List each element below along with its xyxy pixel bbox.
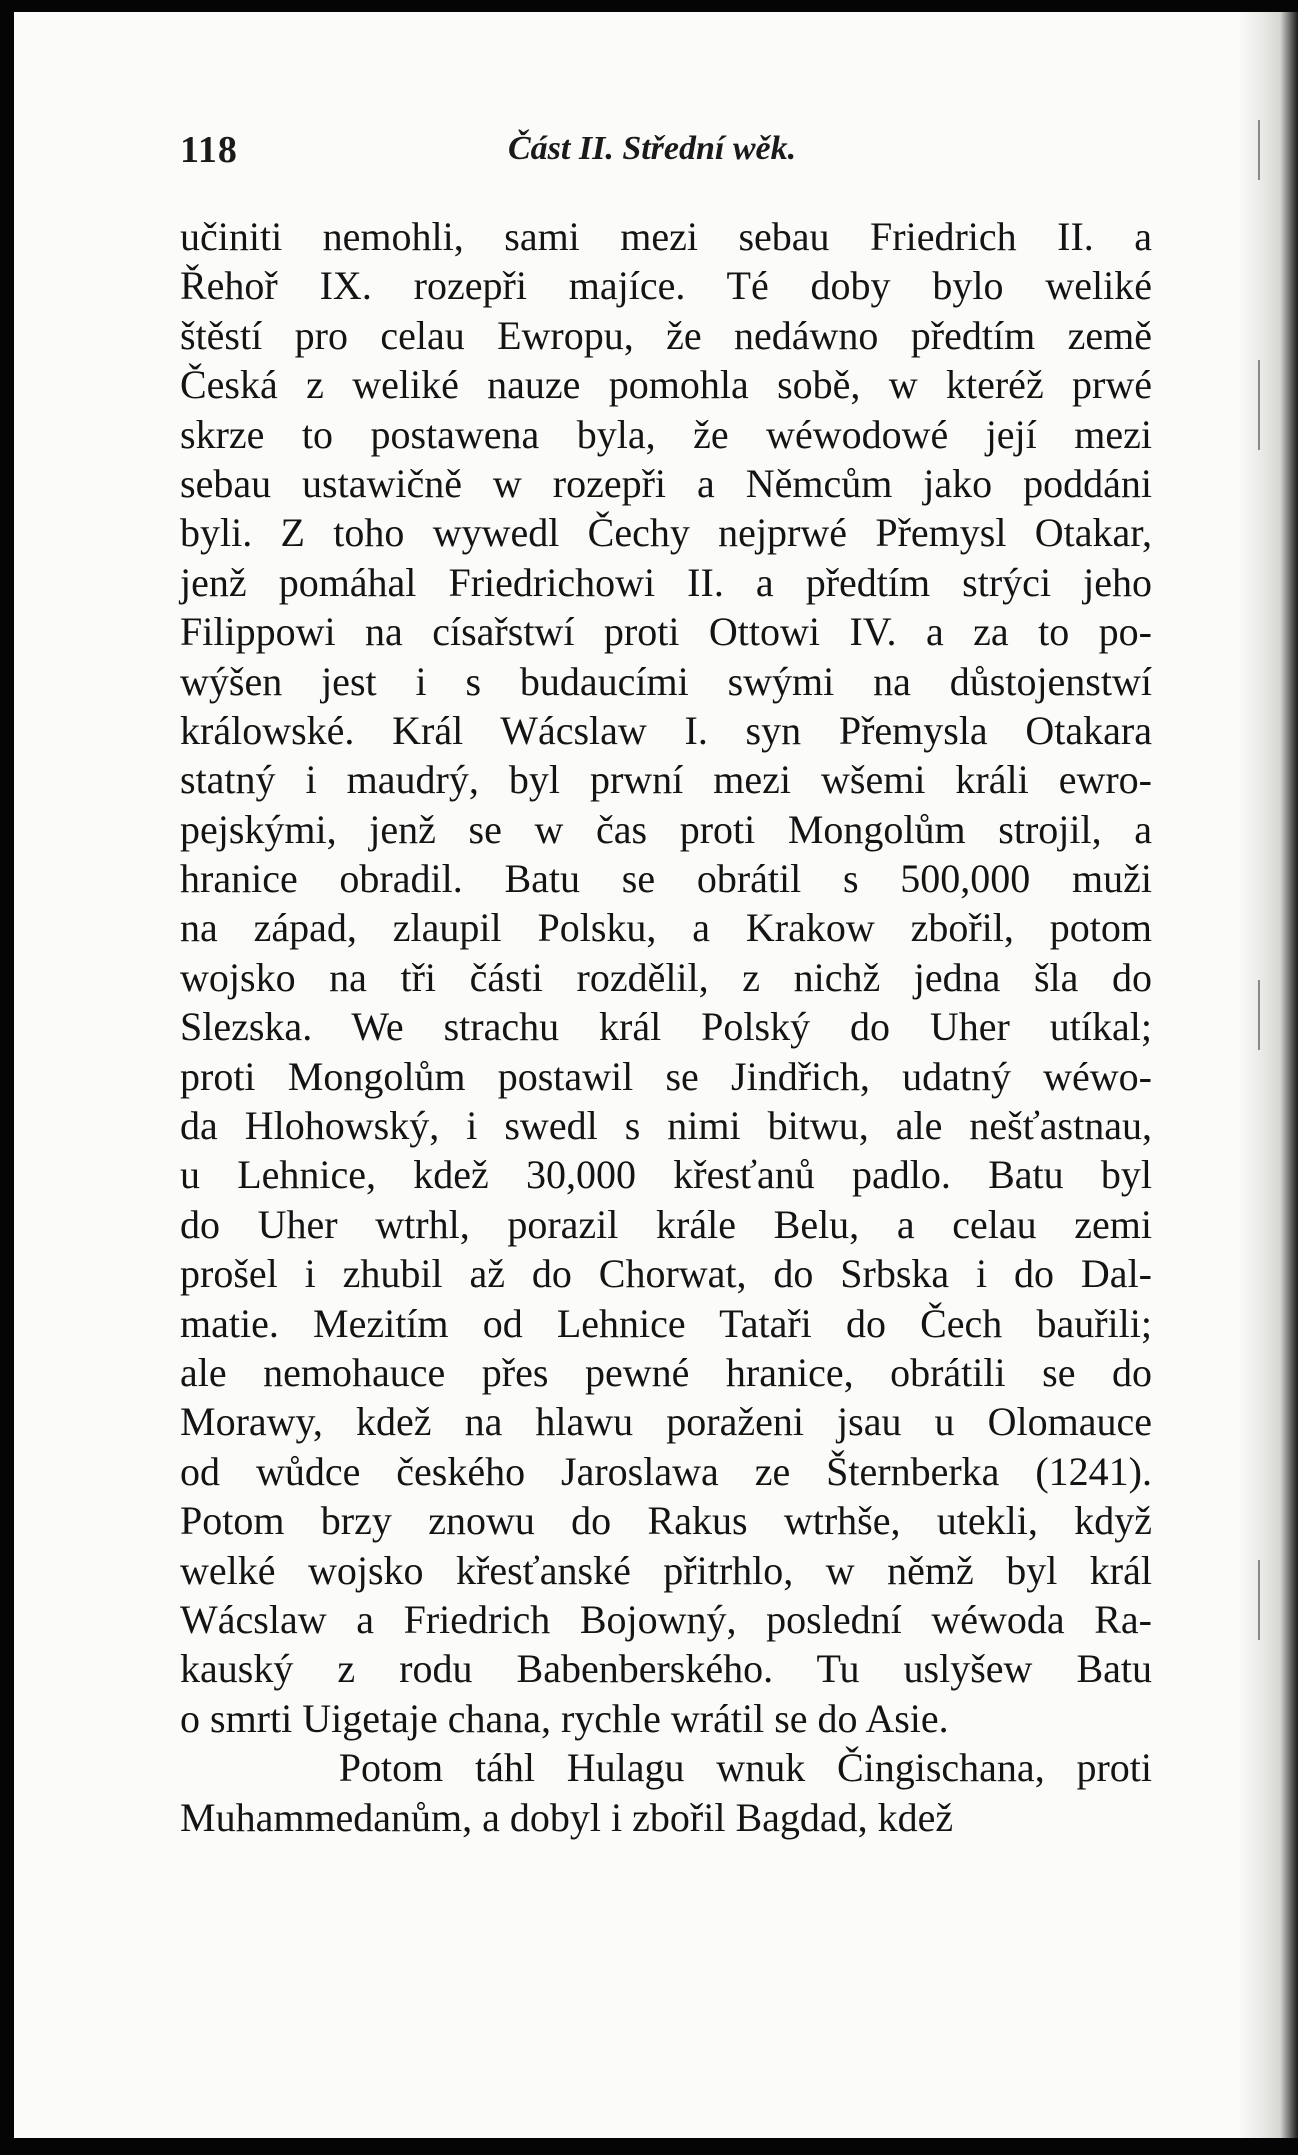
text-line: Wácslaw a Friedrich Bojowný, poslední wéwoda Ra- bbox=[180, 1596, 1152, 1642]
text-line: kauský z rodu Babenberského. Tu uslyšew Batu bbox=[180, 1646, 1152, 1692]
text-line: prošel i zhubil až do Chorwat, do Srbska i do Dal- bbox=[180, 1251, 1152, 1297]
page-edge-line bbox=[1258, 1560, 1260, 1640]
text-line: ale nemohauce přes pewné hranice, obrátili se do bbox=[180, 1349, 1152, 1395]
text-line: da Hlohowský, i swedl s nimi bitwu, ale nešťastnau, bbox=[180, 1103, 1152, 1149]
text-line: Potom táhl Hulagu wnuk Čingischana, proti bbox=[180, 1745, 1152, 1791]
text-line: na západ, zlaupil Polsku, a Krakow zbořil, potom bbox=[180, 905, 1152, 951]
body-text bbox=[180, 212, 1152, 1842]
text-line: welké wojsko křesťanské přitrhlo, w němž byl král bbox=[180, 1547, 1152, 1593]
text-line: sebau ustawičně w rozepři a Němcům jako poddáni bbox=[180, 460, 1152, 506]
text-line: Muhammedanům, a dobyl i zbořil Bagdad, kdež bbox=[180, 1794, 954, 1840]
text-line: Řehoř IX. rozepři majíce. Té doby bylo weliké bbox=[180, 263, 1152, 309]
text-line: králowské. Král Wácslaw I. syn Přemysla Otakara bbox=[180, 707, 1152, 753]
text-line: Česká z weliké nauze pomohla sobě, w kteréž prwé bbox=[180, 362, 1152, 408]
page-number: 118 bbox=[180, 129, 238, 171]
text-line: wojsko na tři části rozdělil, z nichž jedna šla do bbox=[180, 954, 1152, 1000]
page-edge-shadow bbox=[1238, 12, 1298, 2138]
page-edge-line bbox=[1258, 980, 1260, 1050]
text-line: jenž pomáhal Friedrichowi II. a předtím strýci jeho bbox=[180, 559, 1152, 605]
text-line: Filippowi na císařstwí proti Ottowi IV. a za to po- bbox=[180, 609, 1152, 655]
page-edge-line bbox=[1258, 120, 1260, 180]
page-edge-line bbox=[1258, 360, 1260, 450]
text-line: u Lehnice, kdež 30,000 křesťanů padlo. Batu byl bbox=[180, 1152, 1152, 1198]
running-title: Část II. Střední wěk. bbox=[508, 130, 797, 167]
text-line: byli. Z toho wywedl Čechy nejprwé Přemysl Otakar, bbox=[180, 510, 1152, 556]
text-line: pejskými, jenž se w čas proti Mongolům strojil, a bbox=[180, 806, 1152, 852]
text-line: wýšen jest i s budaucími swými na důstojenstwí bbox=[180, 658, 1152, 704]
text-line: o smrti Uigetaje chana, rychle wrátil se do Asie. bbox=[180, 1695, 949, 1741]
text-line: statný i maudrý, byl prwní mezi wšemi králi ewro- bbox=[180, 757, 1152, 803]
text-line: matie. Mezitím od Lehnice Tataři do Čech bauřili; bbox=[180, 1300, 1152, 1346]
text-line: proti Mongolům postawil se Jindřich, udatný wéwo- bbox=[180, 1053, 1152, 1099]
running-head bbox=[180, 128, 1170, 188]
text-line: Potom brzy znowu do Rakus wtrhše, utekli, když bbox=[180, 1498, 1152, 1544]
text-line: hranice obradil. Batu se obrátil s 500,000 muži bbox=[180, 856, 1152, 902]
text-line: učiniti nemohli, sami mezi sebau Friedrich II. a bbox=[180, 214, 1152, 259]
text-line: skrze to postawena byla, že wéwodowé její mezi bbox=[180, 411, 1152, 457]
text-line: Slezska. We strachu král Polský do Uher utíkal; bbox=[180, 1004, 1152, 1050]
text-line: do Uher wtrhl, porazil krále Belu, a celau zemi bbox=[180, 1201, 1152, 1247]
text-line: štěstí pro celau Ewropu, že nedáwno předtím země bbox=[180, 312, 1152, 358]
text-line: od wůdce českého Jaroslawa ze Šternberka (1241). bbox=[180, 1448, 1152, 1494]
text-line: Morawy, kdež na hlawu poraženi jsau u Olomauce bbox=[180, 1399, 1152, 1445]
